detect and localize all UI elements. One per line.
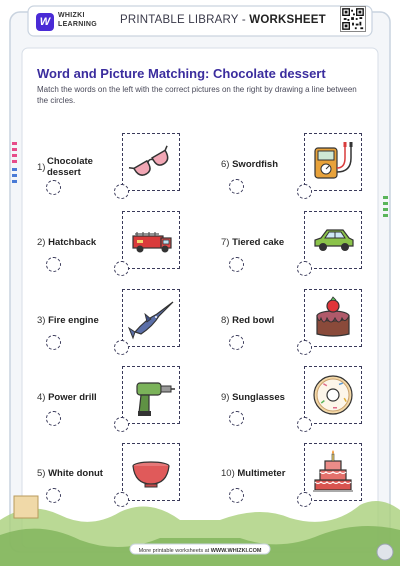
match-circle-word-7[interactable]	[229, 257, 244, 272]
match-circle-word-10[interactable]	[229, 488, 244, 503]
worksheet-title: Word and Picture Matching: Chocolate dessert	[37, 66, 326, 81]
item-word: Chocolate dessert	[47, 156, 93, 178]
item-word: Red bowl	[232, 315, 275, 326]
header-title-prefix: PRINTABLE LIBRARY -	[120, 14, 250, 26]
logo-text-line1: WHIZKI	[58, 12, 85, 19]
chocolate-dessert-icon	[309, 294, 357, 342]
fire-engine-icon	[127, 216, 175, 264]
logo-icon: W	[36, 13, 54, 31]
header-title-bold: WORKSHEET	[249, 14, 326, 26]
white-donut-icon	[309, 371, 357, 419]
match-circle-word-5[interactable]	[46, 488, 61, 503]
footer-link[interactable]: WWW.WHIZKI.COM	[210, 548, 262, 554]
item-word: Hatchback	[48, 237, 97, 248]
footer	[0, 548, 400, 554]
item-number: 7)	[221, 237, 230, 248]
match-circle-picture-6[interactable]	[297, 184, 312, 199]
item-word: Sunglasses	[232, 392, 285, 403]
item-word: Swordfish	[232, 159, 279, 170]
picture-box-2	[122, 211, 180, 269]
match-circle-word-1[interactable]	[46, 180, 61, 195]
match-circle-word-3[interactable]	[46, 335, 61, 350]
item-number: 3)	[37, 315, 46, 326]
match-circle-word-6[interactable]	[229, 179, 244, 194]
red-bowl-icon	[127, 448, 175, 496]
sunglasses-icon	[127, 138, 175, 186]
match-circle-picture-1[interactable]	[114, 184, 129, 199]
tiered-cake-icon	[309, 448, 357, 496]
picture-box-4	[122, 366, 180, 424]
match-circle-picture-3[interactable]	[114, 340, 129, 355]
match-circle-picture-10[interactable]	[297, 492, 312, 507]
item-number: 10)	[221, 468, 235, 479]
word-item-6	[221, 159, 278, 170]
match-circle-word-8[interactable]	[229, 335, 244, 350]
word-item-9	[221, 392, 285, 403]
item-word: Tiered cake	[232, 237, 285, 248]
logo-text-line2: LEARNING	[58, 21, 97, 28]
multimeter-icon	[309, 138, 357, 186]
picture-box-5	[122, 443, 180, 501]
word-item-4	[37, 392, 97, 403]
word-item-2	[37, 237, 96, 248]
qr-code-icon	[340, 6, 366, 32]
item-number: 9)	[221, 392, 230, 403]
word-item-10	[221, 468, 285, 479]
picture-box-1	[122, 133, 180, 191]
word-item-8	[221, 315, 274, 326]
worksheet-instructions: Match the words on the left with the correct pictures on the right by drawing a line between the circles.	[37, 85, 357, 105]
match-circle-picture-2[interactable]	[114, 261, 129, 276]
match-circle-word-4[interactable]	[46, 411, 61, 426]
item-word: Power drill	[48, 392, 97, 403]
picture-box-7	[304, 211, 362, 269]
logo	[36, 11, 100, 33]
match-circle-picture-7[interactable]	[297, 261, 312, 276]
match-circle-word-2[interactable]	[46, 257, 61, 272]
picture-box-8	[304, 289, 362, 347]
hatchback-icon	[309, 216, 357, 264]
item-number: 5)	[37, 468, 46, 479]
power-drill-icon	[127, 371, 175, 419]
picture-box-3	[122, 289, 180, 347]
header-bar	[28, 6, 372, 36]
picture-box-10	[304, 443, 362, 501]
item-word: White donut	[48, 468, 103, 479]
item-number: 8)	[221, 315, 230, 326]
match-circle-picture-5[interactable]	[114, 492, 129, 507]
picture-box-6	[304, 133, 362, 191]
swordfish-icon	[127, 294, 175, 342]
word-item-7	[221, 237, 284, 248]
word-item-3	[37, 315, 99, 326]
match-circle-picture-9[interactable]	[297, 417, 312, 432]
picture-box-9	[304, 366, 362, 424]
match-circle-picture-4[interactable]	[114, 417, 129, 432]
header-title	[120, 14, 326, 26]
item-number: 4)	[37, 392, 46, 403]
word-item-5	[37, 468, 103, 479]
match-circle-word-9[interactable]	[229, 411, 244, 426]
item-number: 2)	[37, 237, 46, 248]
match-circle-picture-8[interactable]	[297, 340, 312, 355]
item-number: 1)	[37, 162, 46, 173]
item-number: 6)	[221, 159, 230, 170]
footer-text: More printable worksheets at	[138, 548, 211, 554]
item-word: Multimeter	[237, 468, 286, 479]
item-word: Fire engine	[48, 315, 99, 326]
